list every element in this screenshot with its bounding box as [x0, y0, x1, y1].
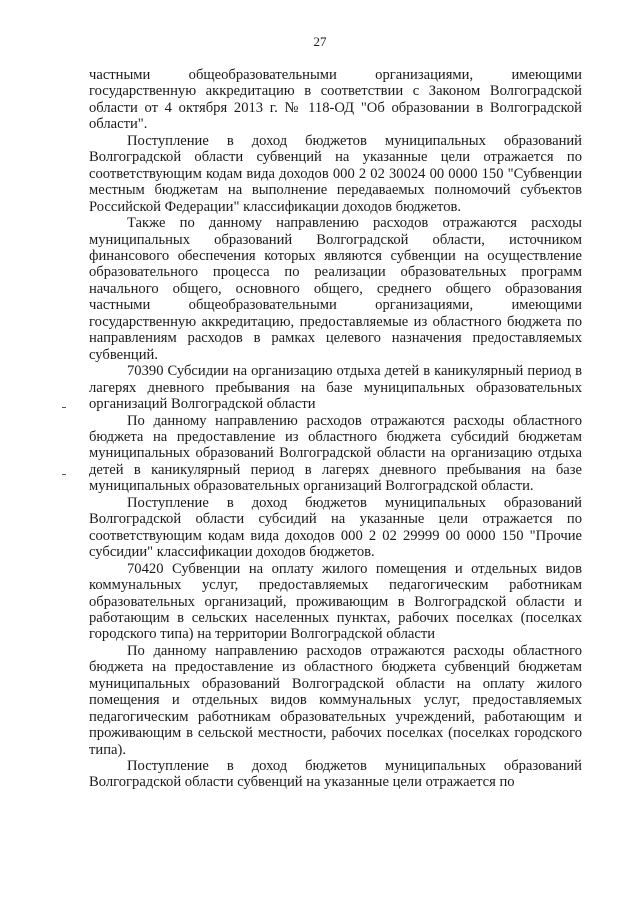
paragraph: По данному направлению расходов отражаются расходы областного бюджета на предоставление из областного бюджета субсидий бюджетам муниципальных образований Волгоградской области на организацию отдыха детей в каникулярный период в лагерях дневного пребывания на базе муниципальных образовательных организаций Волгоградской области. [89, 412, 582, 495]
paragraph: Поступление в доход бюджетов муниципальных образований Волгоградской области субвенций на указанные цели отражается по соответствующим кодам вида доходов 000 2 02 30024 00 0000 150 "Субвенции местным бюджетам на выполнение передаваемых полномочий субъектов Российской Федерации" классификации доходов бюджетов. [89, 132, 582, 215]
paragraph: Поступление в доход бюджетов муниципальных образований Волгоградской области субвенций на указанные цели отражается по [89, 758, 582, 791]
paragraph: Также по данному направлению расходов отражаются расходы муниципальных образований Волгоградской области, источником финансового обеспечения которых являются субвенции на осуществление образовательного процесса по реализации образовательных программ начального общего, основного общего, среднего общего образования частными общеобразовательными организациями, имеющими государственную аккредитацию, предоставляемые из областного бюджета по направлениям расходов в рамках целевого назначения предоставляемых субвенций. [89, 215, 582, 363]
margin-mark [62, 474, 66, 475]
section-heading: 70390 Субсидии на организацию отдыха детей в каникулярный период в лагерях дневного пребывания на базе муниципальных образовательных организаций Волгоградской области [89, 363, 582, 413]
paragraph: Поступление в доход бюджетов муниципальных образований Волгоградской области субсидий на указанные цели отражается по соответствующим кодам вида доходов 000 2 02 29999 00 0000 150 "Прочие субсидии" классификации доходов бюджетов. [89, 494, 582, 561]
page-number: 27 [313, 34, 327, 49]
margin-mark [62, 407, 66, 408]
section-heading: 70420 Субвенции на оплату жилого помещения и отдельных видов коммунальных услуг, предоставляемых педагогическим работникам образовательных организаций, проживающим в Волгоградской области и работающим в сельских населенных пунктах, рабочих поселках (поселках городского типа) на территории Волгоградской области [89, 560, 582, 643]
document-body [89, 67, 582, 791]
paragraph: По данному направлению расходов отражаются расходы областного бюджета на предоставление из областного бюджета субвенций бюджетам муниципальных образований Волгоградской области на оплату жилого помещения и отдельных видов коммунальных услуг, предоставляемых педагогическим работникам образовательных учреждений, работающим и проживающим в сельской местности, рабочих поселках (поселках городского типа). [89, 642, 582, 758]
paragraph: частными общеобразовательными организациями, имеющими государственную аккредитацию в соответствии с Законом Волгоградской области от 4 октября 2013 г. № 118-ОД "Об образовании в Волгоградской области". [89, 67, 582, 133]
